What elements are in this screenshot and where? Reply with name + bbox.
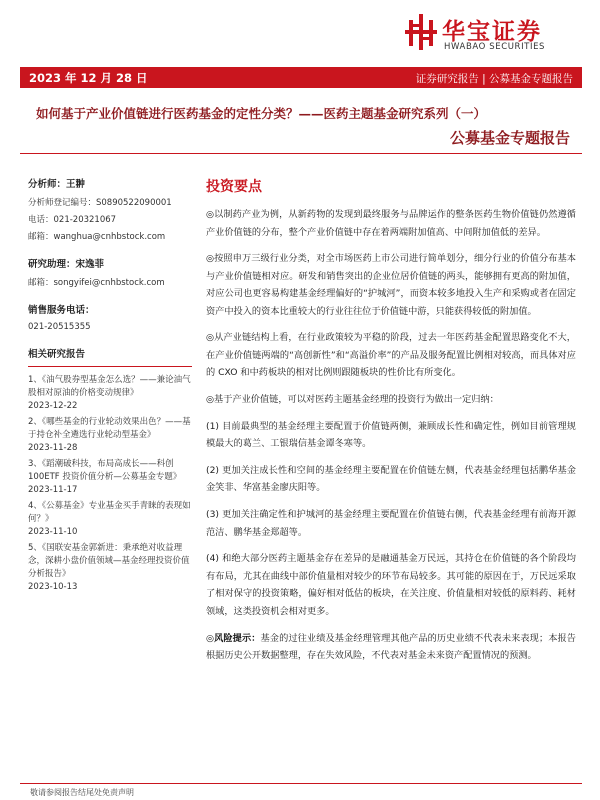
summary-paragraph <box>206 206 576 241</box>
related-report-title[interactable]: 4、《公募基金》专业基金买手青睐的表现如何？》 <box>28 501 191 524</box>
related-report-item[interactable] <box>28 542 192 594</box>
bullet-icon: ◎ <box>206 253 215 265</box>
risk-label: 风险提示： <box>214 632 261 644</box>
summary-text: 基于产业价值链，可以对医药主题基金经理的投资行为做出一定归纳： <box>214 394 499 406</box>
report-date: 2023 年 12 月 28 日 <box>29 71 148 85</box>
bullet-icon: ◎ <box>206 632 215 644</box>
summary-paragraph <box>206 329 576 382</box>
risk-text: 基金的过往业绩及基金经理管理其他产品的历史业绩不代表未来表现；本报告根据历史公开数据整理，存在失效风险，不代表对基金未来资产配置情况的预测。 <box>206 632 576 661</box>
related-report-date: 2023-12-22 <box>28 401 78 411</box>
brand-logo <box>404 12 594 52</box>
footer-disclaimer: 敬请参阅报告结尾处免责声明 <box>30 788 134 797</box>
summary-paragraph <box>206 391 576 409</box>
related-report-title[interactable]: 2、《哪些基金的行业轮动效果出色？——基于持仓补全遴选行业轮动型基金》 <box>28 417 191 440</box>
summary-paragraph: (1) 目前最典型的基金经理主要配置于价值链两侧，兼顾成长性和确定性，例如目前管理规模最大的葛兰、工银瑞信基金谭冬寒等。 <box>206 420 576 450</box>
related-report-item[interactable] <box>28 500 192 539</box>
header-bar <box>20 67 582 88</box>
related-report-item[interactable] <box>28 416 192 455</box>
title-divider <box>20 153 582 154</box>
analyst-phone: 电话：021-20321067 <box>28 215 117 225</box>
related-report-date: 2023-11-17 <box>28 485 78 495</box>
summary-text: 按照申万三级行业分类，对全市场医药上市公司进行简单划分，细分行业的价值分布基本与产业价值链相对应。研发和销售突出的企业位居价值链的两头，能够拥有更高的附加值，对应公司也更容易构建基金经理偏好的“护城河”，而资本较多地投入生产和采购或者在固定资产中投入的资本比重较大的行业往往位于价值链中游，只能获得较低的附加值。 <box>206 253 576 317</box>
analyst-email[interactable]: 邮箱：wanghua@cnhbstock.com <box>28 232 166 242</box>
assistant-label: 研究助理：宋逸菲 <box>28 259 105 270</box>
summary-paragraph: (2) 更加关注成长性和空间的基金经理主要配置在价值链左侧，代表基金经理包括鹏华基金金笑非、华富基金廖庆阳等。 <box>206 464 576 494</box>
summary-paragraph <box>206 250 576 320</box>
analyst-cert: 分析师登记编号：S0890522090001 <box>28 198 172 208</box>
risk-paragraph <box>206 630 576 665</box>
bullet-icon: ◎ <box>206 209 215 220</box>
main-content <box>206 176 576 669</box>
related-report-date: 2023-10-13 <box>28 582 78 592</box>
related-reports-label: 相关研究报告 <box>28 349 86 360</box>
sidebar <box>28 176 192 597</box>
related-report-date: 2023-11-28 <box>28 443 78 453</box>
report-title: 如何基于产业价值链进行医药基金的定性分类？——医药主题基金研究系列（一） <box>36 106 487 121</box>
analyst-label: 分析师：王翀 <box>28 179 86 190</box>
report-category: 证券研究报告 | 公募基金专题报告 <box>415 73 573 85</box>
related-divider <box>28 366 192 367</box>
assistant-email[interactable]: 邮箱：songyifei@cnhbstock.com <box>28 278 165 288</box>
footer-divider <box>20 783 582 784</box>
sales-label: 销售服务电话： <box>28 305 95 316</box>
section-heading: 投资要点 <box>206 179 262 195</box>
report-subtitle: 公募基金专题报告 <box>449 129 570 147</box>
related-report-title[interactable]: 3、《蹈潮破科技，布局高成长——科创100ETF 投资价值分析—公募基金专题》 <box>28 459 182 482</box>
brand-name-en: HWABAO SECURITIES <box>444 42 546 52</box>
summary-paragraph: (3) 更加关注确定性和护城河的基金经理主要配置在价值链右侧，代表基金经理有前海开源范洁、鹏华基金郑超等。 <box>206 509 576 538</box>
related-report-date: 2023-11-10 <box>28 527 78 537</box>
bullet-icon: ◎ <box>206 394 215 406</box>
related-report-title[interactable]: 5、《国联安基金郭新进：秉承绝对收益理念，深耕小盘价值领域—基金经理投资价值分析报告》 <box>28 543 190 579</box>
related-report-item[interactable] <box>28 458 192 497</box>
related-report-item[interactable] <box>28 374 192 413</box>
brand-logo-icon <box>404 12 440 52</box>
bullet-icon: ◎ <box>206 332 215 344</box>
summary-text: 从产业链结构上看，在行业政策较为平稳的阶段，过去一年医药基金配置思路变化不大，在产业价值链两端的“高创新性”和“高溢价率”的产品及服务配置比例相对较高，而具体对应的 CXO 和中药板块的相对比例则跟随板块的性价比有所变化。 <box>206 332 576 379</box>
summary-text: 以制药产业为例，从新药物的发现到最终服务与品牌运作的整条医药生物价值链仍然遵循产业价值链的分布，整个产业价值链中存在着两端附加值高、中间附加值低的差异。 <box>206 209 576 238</box>
brand-name-cn: 华宝证券 <box>442 19 542 45</box>
related-report-title[interactable]: 1、《油气股券型基金怎么选？——兼论油气股相对原油的价格变动规律》 <box>28 375 191 398</box>
summary-paragraph: (4) 和绝大部分医药主题基金存在差异的是融通基金万民远，其持仓在价值链的各个阶段均有布局，尤其在曲线中部价值量相对较少的环节布局较多。其可能的原因在于，万民远采取了相对保守的投资策略，偏好相对低估的板块，在关注度、价值量相对较低的原料药、耗材领域，这类投资机会相对更多。 <box>206 553 576 617</box>
sales-phone: 021-20515355 <box>28 322 91 332</box>
